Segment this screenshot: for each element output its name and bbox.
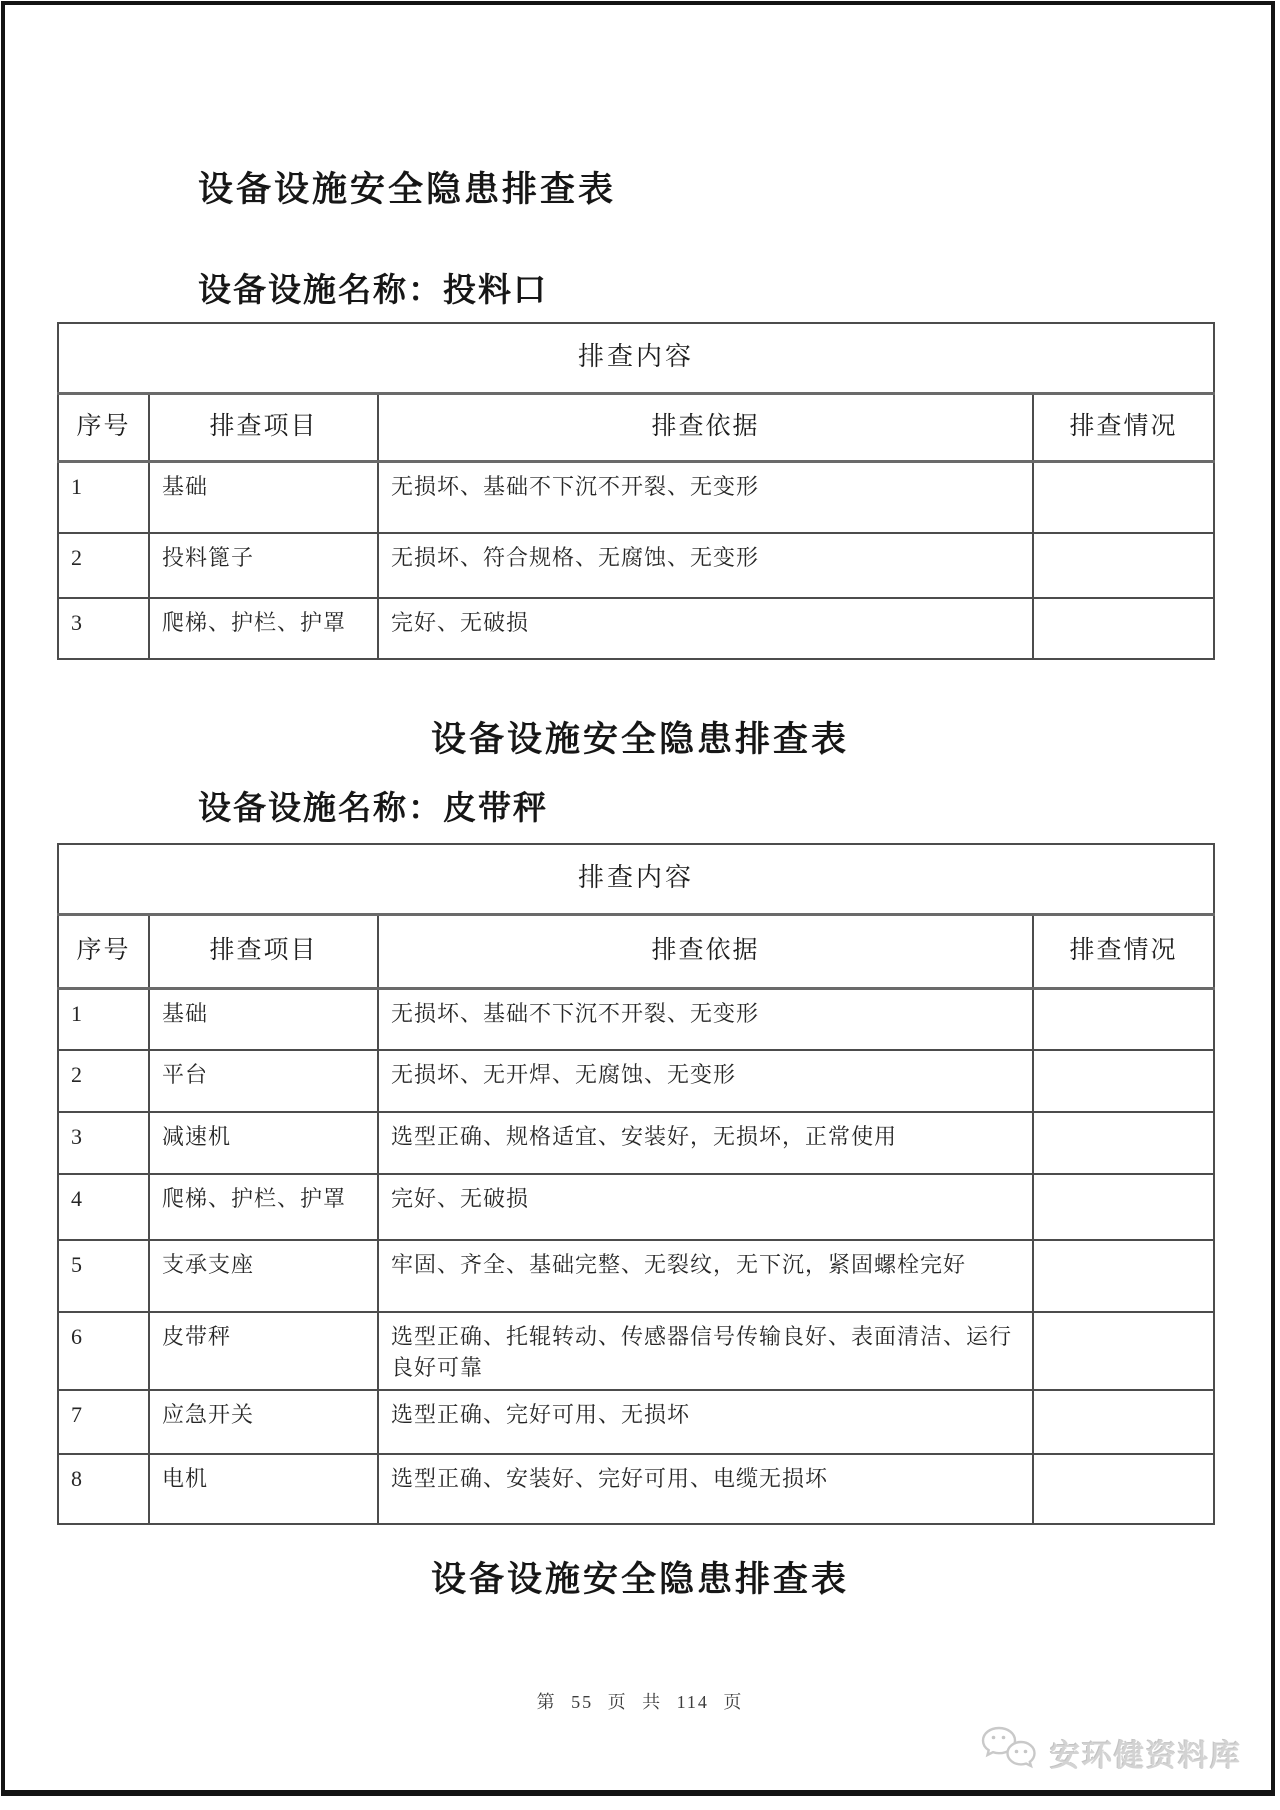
section2-equipment-name: 设备设施名称：皮带秤 [198, 791, 548, 827]
basis-cell: 选型正确、规格适宜、安装好，无损坏，正常使用 [378, 1112, 1033, 1174]
table-row [58, 1390, 1214, 1454]
item-cell: 基础 [149, 461, 378, 533]
trailing-section-title: 设备设施安全隐患排查表 [430, 1560, 849, 1599]
row-number-cell: 8 [58, 1454, 149, 1524]
item-cell: 电机 [149, 1454, 378, 1524]
row-number-cell: 3 [58, 1112, 149, 1174]
section1-title: 设备设施安全隐患排查表 [198, 170, 617, 209]
item-cell: 爬梯、护栏、护罩 [149, 1174, 378, 1240]
item-cell: 投料篦子 [149, 533, 378, 598]
content-header-cell: 排查内容 [58, 844, 1214, 914]
basis-cell: 选型正确、完好可用、无损坏 [378, 1390, 1033, 1454]
table-row [58, 1312, 1214, 1390]
basis-cell: 无损坏、基础不下沉不开裂、无变形 [378, 988, 1033, 1050]
item-cell: 支承支座 [149, 1240, 378, 1312]
status-cell [1033, 461, 1214, 533]
row-number-cell: 2 [58, 533, 149, 598]
row-number-cell: 4 [58, 1174, 149, 1240]
status-cell [1033, 1312, 1214, 1390]
col-header-status: 排查情况 [1033, 393, 1214, 461]
inspection-table-belt-scale [57, 843, 1215, 1525]
table-row [58, 1112, 1214, 1174]
content-header-cell: 排查内容 [58, 323, 1214, 393]
col-header-item: 排查项目 [149, 393, 378, 461]
item-cell: 基础 [149, 988, 378, 1050]
basis-cell: 完好、无破损 [378, 1174, 1033, 1240]
basis-cell: 选型正确、托辊转动、传感器信号传输良好、表面清洁、运行良好可靠 [378, 1312, 1033, 1390]
row-number-cell: 2 [58, 1050, 149, 1112]
basis-cell: 完好、无破损 [378, 598, 1033, 659]
status-cell [1033, 1240, 1214, 1312]
chat-bubbles-icon [978, 1724, 1040, 1781]
item-cell: 爬梯、护栏、护罩 [149, 598, 378, 659]
item-cell: 皮带秤 [149, 1312, 378, 1390]
table-row [58, 1174, 1214, 1240]
item-cell: 减速机 [149, 1112, 378, 1174]
status-cell [1033, 533, 1214, 598]
status-cell [1033, 1050, 1214, 1112]
status-cell [1033, 1112, 1214, 1174]
table-row [58, 1454, 1214, 1524]
basis-cell: 无损坏、符合规格、无腐蚀、无变形 [378, 533, 1033, 598]
section1-equipment-name: 设备设施名称：投料口 [198, 273, 548, 309]
status-cell [1033, 1454, 1214, 1524]
watermark-text: 安环健资料库 [1050, 1739, 1242, 1773]
inspection-table-feed-inlet [57, 322, 1215, 660]
basis-cell: 无损坏、无开焊、无腐蚀、无变形 [378, 1050, 1033, 1112]
row-number-cell: 5 [58, 1240, 149, 1312]
col-header-basis: 排查依据 [378, 914, 1033, 988]
col-header-no: 序号 [58, 393, 149, 461]
col-header-item: 排查项目 [149, 914, 378, 988]
item-cell: 平台 [149, 1050, 378, 1112]
watermark [978, 1724, 1242, 1781]
col-header-no: 序号 [58, 914, 149, 988]
row-number-cell: 3 [58, 598, 149, 659]
col-header-status: 排查情况 [1033, 914, 1214, 988]
table-row [58, 988, 1214, 1050]
section2-title: 设备设施安全隐患排查表 [430, 720, 849, 759]
row-number-cell: 1 [58, 988, 149, 1050]
status-cell [1033, 598, 1214, 659]
status-cell [1033, 1174, 1214, 1240]
table-row [58, 598, 1214, 659]
basis-cell: 选型正确、安装好、完好可用、电缆无损坏 [378, 1454, 1033, 1524]
table-row [58, 1240, 1214, 1312]
item-cell: 应急开关 [149, 1390, 378, 1454]
status-cell [1033, 1390, 1214, 1454]
table-row [58, 1050, 1214, 1112]
page-number-footer: 第 55 页 共 114 页 [536, 1692, 744, 1712]
table-row [58, 533, 1214, 598]
basis-cell: 无损坏、基础不下沉不开裂、无变形 [378, 461, 1033, 533]
status-cell [1033, 988, 1214, 1050]
row-number-cell: 1 [58, 461, 149, 533]
table-row [58, 461, 1214, 533]
col-header-basis: 排查依据 [378, 393, 1033, 461]
row-number-cell: 6 [58, 1312, 149, 1390]
basis-cell: 牢固、齐全、基础完整、无裂纹，无下沉，紧固螺栓完好 [378, 1240, 1033, 1312]
row-number-cell: 7 [58, 1390, 149, 1454]
